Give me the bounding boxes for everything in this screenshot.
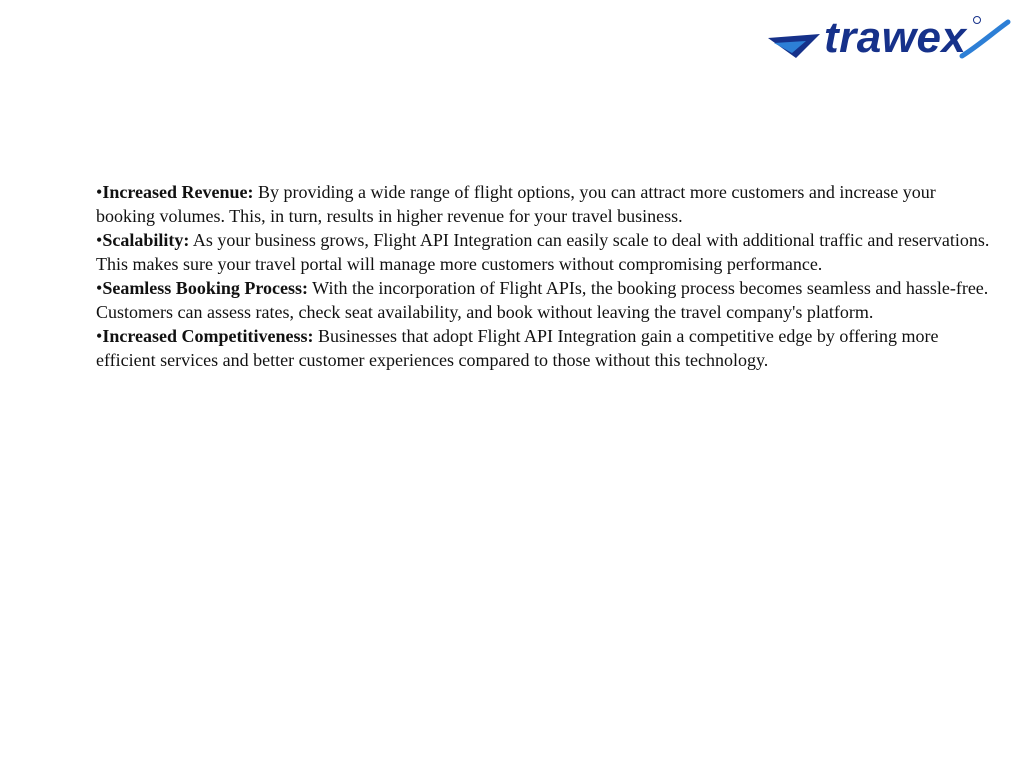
benefit-point-revenue: [96, 180, 996, 228]
benefit-text: By providing a wide range of flight options, you can attract more customers and increase your booking volumes. This, in turn, results in higher revenue for your travel business.: [96, 182, 936, 226]
bullet: •: [96, 230, 103, 250]
benefit-term: Increased Competitiveness:: [102, 326, 314, 346]
benefit-text: As your business grows, Flight API Integration can easily scale to deal with additional traffic and reservations. This makes sure your travel portal will manage more customers without compromising performance.: [96, 230, 990, 274]
benefit-point-booking: [96, 276, 996, 324]
bullet: •: [96, 182, 103, 202]
benefit-term: Scalability:: [102, 230, 190, 250]
benefit-text: Businesses that adopt Flight API Integration gain a competitive edge by offering more efficient services and better customer experiences compared to those without this technology.: [96, 326, 939, 370]
benefit-point-scalability: [96, 228, 996, 276]
benefit-point-competitiveness: [96, 324, 996, 372]
benefits-list: [96, 180, 996, 372]
benefit-text: With the incorporation of Flight APIs, the booking process becomes seamless and hassle-free. Customers can assess rates, check seat availability, and book without leaving the travel company's platform.: [96, 278, 989, 322]
benefit-term: Increased Revenue:: [102, 182, 254, 202]
trawex-logo: [766, 13, 1012, 66]
bullet: •: [96, 278, 103, 298]
bullet: •: [96, 326, 103, 346]
logo-wordmark: trawex: [824, 13, 967, 62]
benefit-term: Seamless Booking Process:: [102, 278, 308, 298]
